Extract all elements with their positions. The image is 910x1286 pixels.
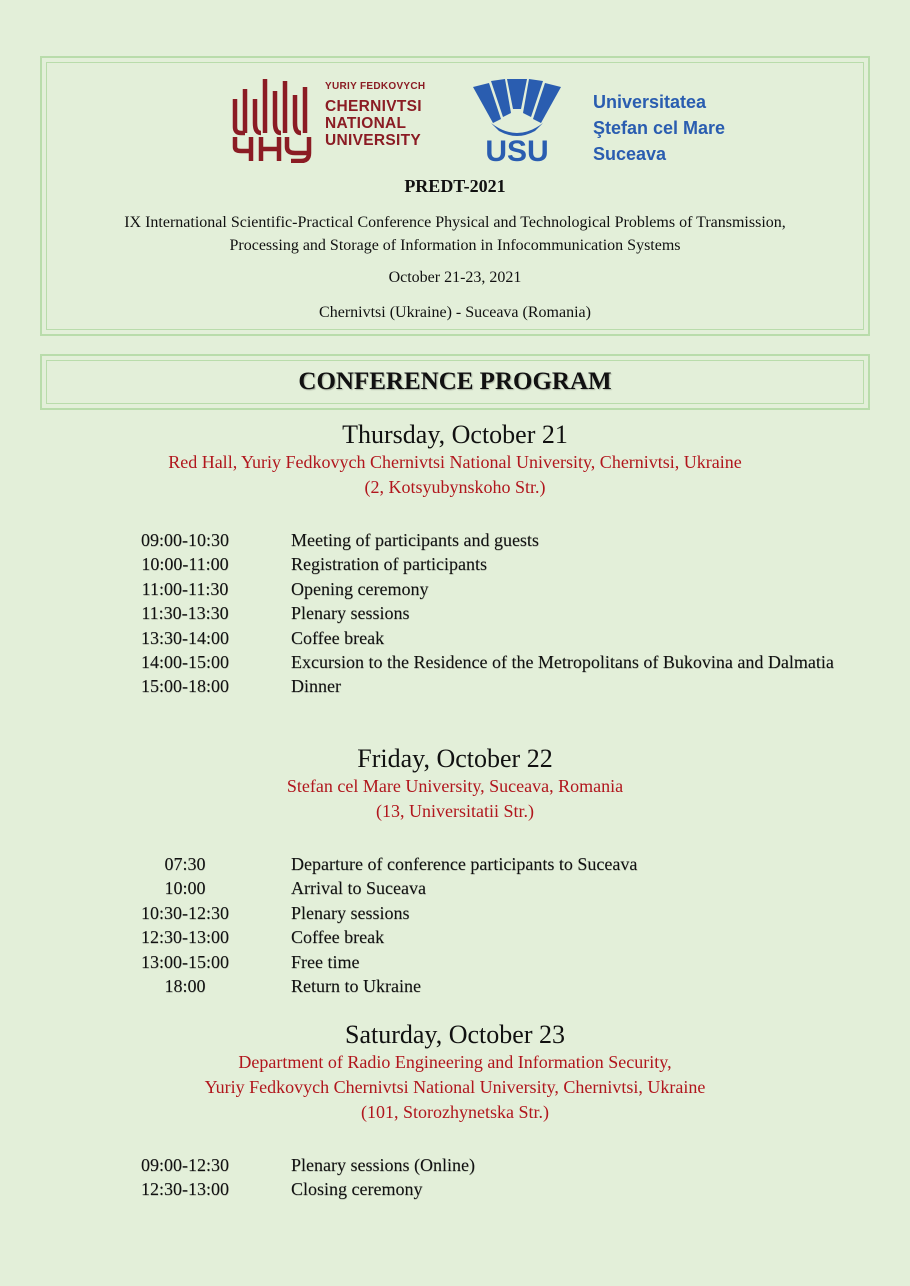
program-title-box bbox=[40, 354, 870, 410]
program-title: CONFERENCE PROGRAM bbox=[46, 360, 864, 404]
schedule-time: 18:00 bbox=[164, 976, 206, 997]
conference-header bbox=[40, 56, 870, 336]
day-venue bbox=[0, 1050, 910, 1125]
schedule-row bbox=[0, 1153, 910, 1177]
conference-title-line: Processing and Storage of Information in Infocommunication Systems bbox=[229, 237, 681, 254]
schedule-time: 09:00-12:30 bbox=[141, 1155, 229, 1175]
day-title: Friday, October 22 bbox=[357, 744, 553, 773]
schedule-row bbox=[0, 950, 910, 974]
day-venue-line: Department of Radio Engineering and Information Security, bbox=[238, 1052, 672, 1072]
schedule-row bbox=[0, 577, 910, 601]
day-venue-line: Yuriy Fedkovych Chernivtsi National University, Chernivtsi, Ukraine bbox=[204, 1077, 706, 1097]
conference-title bbox=[47, 211, 863, 257]
schedule-row bbox=[0, 650, 910, 674]
day-venue-line: (2, Kotsyubynskoho Str.) bbox=[364, 477, 546, 497]
schedule-activity: Plenary sessions bbox=[291, 603, 410, 624]
day-section-thursday bbox=[0, 420, 910, 699]
schedule-row bbox=[0, 528, 910, 552]
schedule-time: 07:30 bbox=[164, 854, 206, 874]
usv-university-logo-text bbox=[593, 89, 725, 167]
cnu-logo-line: CHERNIVTSI bbox=[325, 98, 422, 115]
schedule-activity: Plenary sessions bbox=[291, 902, 410, 923]
schedule-row bbox=[0, 552, 910, 576]
schedule-activity: Closing ceremony bbox=[291, 1179, 423, 1200]
schedule-time: 13:30-14:00 bbox=[141, 627, 229, 648]
schedule-activity: Opening ceremony bbox=[291, 578, 429, 599]
schedule-activity: Coffee break bbox=[291, 627, 385, 648]
schedule-activity: Excursion to the Residence of the Metropolitans of Bukovina and Dalmatia bbox=[291, 652, 834, 673]
usv-logo-line: Ştefan cel Mare bbox=[593, 118, 726, 138]
schedule-activity: Meeting of participants and guests bbox=[291, 530, 539, 550]
day-title: Thursday, October 21 bbox=[342, 420, 568, 449]
schedule-activity: Arrival to Suceava bbox=[291, 878, 426, 899]
usv-university-logo-mark bbox=[471, 79, 563, 163]
schedule-activity: Free time bbox=[291, 951, 360, 972]
usv-mark-text: USU bbox=[485, 135, 549, 163]
schedule-row bbox=[0, 876, 910, 900]
conference-dates: October 21-23, 2021 bbox=[388, 269, 522, 286]
schedule-time: 09:00-10:30 bbox=[141, 530, 229, 550]
schedule-row bbox=[0, 1177, 910, 1201]
schedule-row bbox=[0, 852, 910, 876]
day-venue-line: (101, Storozhynetska Str.) bbox=[361, 1102, 549, 1122]
usv-logo-line: Universitatea bbox=[593, 92, 707, 112]
schedule-row bbox=[0, 925, 910, 949]
schedule-activity: Departure of conference participants to Suceava bbox=[291, 854, 638, 874]
schedule-time: 10:30-12:30 bbox=[141, 902, 229, 923]
day-section-friday bbox=[0, 744, 910, 998]
day-title: Saturday, October 23 bbox=[345, 1020, 565, 1049]
schedule-row bbox=[0, 901, 910, 925]
schedule-row bbox=[0, 974, 910, 998]
schedule-time: 11:00-11:30 bbox=[141, 578, 229, 599]
schedule-activity: Return to Ukraine bbox=[291, 976, 421, 997]
schedule-time: 12:30-13:00 bbox=[141, 927, 229, 948]
schedule-activity: Dinner bbox=[291, 676, 341, 697]
day-section-saturday bbox=[0, 1020, 910, 1202]
logos-row bbox=[47, 75, 863, 165]
schedule-activity: Coffee break bbox=[291, 927, 385, 948]
chernivtsi-university-logo-mark bbox=[231, 77, 315, 163]
schedule-time: 15:00-18:00 bbox=[141, 676, 229, 697]
schedule-time: 10:00-11:00 bbox=[141, 554, 229, 575]
day-venue bbox=[0, 774, 910, 824]
schedule-time: 13:00-15:00 bbox=[141, 951, 229, 972]
schedule-row bbox=[0, 674, 910, 698]
conference-location: Chernivtsi (Ukraine) - Suceava (Romania) bbox=[319, 304, 591, 321]
schedule-table bbox=[0, 528, 910, 699]
schedule-row bbox=[0, 601, 910, 625]
day-venue-line: Stefan cel Mare University, Suceava, Romania bbox=[286, 776, 624, 796]
schedule-time: 10:00 bbox=[164, 878, 206, 899]
usv-logo-line: Suceava bbox=[593, 144, 667, 164]
conference-header-inner bbox=[46, 62, 864, 330]
cnu-logo-small: YURIY FEDKOVYCH bbox=[325, 81, 426, 92]
cnu-logo-line: UNIVERSITY bbox=[325, 132, 422, 149]
schedule-activity: Registration of participants bbox=[291, 554, 487, 575]
day-venue-line: (13, Universitatii Str.) bbox=[376, 801, 534, 821]
conference-acronym: PREDT-2021 bbox=[404, 176, 506, 196]
conference-title-line: IX International Scientific-Practical Conference Physical and Technological Problems of Transmission, bbox=[124, 214, 786, 231]
schedule-table bbox=[0, 852, 910, 998]
schedule-row bbox=[0, 626, 910, 650]
day-venue-line: Red Hall, Yuriy Fedkovych Chernivtsi National University, Chernivtsi, Ukraine bbox=[168, 452, 742, 472]
cnu-logo-line: NATIONAL bbox=[325, 115, 407, 132]
chernivtsi-university-logo-text bbox=[325, 81, 425, 149]
schedule-activity: Plenary sessions (Online) bbox=[291, 1155, 475, 1175]
day-venue bbox=[0, 450, 910, 500]
schedule-table bbox=[0, 1153, 910, 1202]
schedule-time: 14:00-15:00 bbox=[141, 652, 229, 673]
schedule-time: 11:30-13:30 bbox=[141, 603, 229, 624]
schedule-time: 12:30-13:00 bbox=[141, 1179, 229, 1200]
